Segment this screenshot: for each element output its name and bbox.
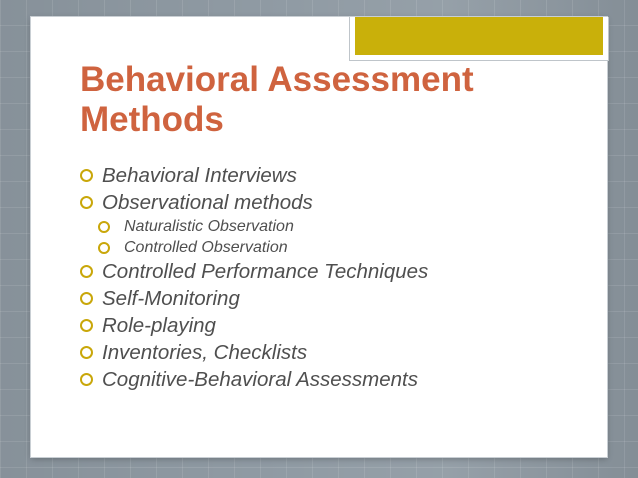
bullet-icon xyxy=(80,265,93,278)
sub-bullet-item xyxy=(80,237,428,258)
sub-bullet-item xyxy=(80,216,428,237)
bullet-icon xyxy=(80,319,93,332)
bullet-item xyxy=(80,339,428,366)
bullet-item xyxy=(80,285,428,312)
bullet-item xyxy=(80,162,428,189)
bullet-text: Cognitive-Behavioral Assessments xyxy=(102,367,418,391)
sub-bullet-text: Controlled Observation xyxy=(124,238,288,256)
bullet-item xyxy=(80,312,428,339)
bullet-text: Role-playing xyxy=(102,313,216,337)
slide-title: Behavioral Assessment Methods xyxy=(80,60,474,139)
bullet-item xyxy=(80,258,428,285)
bullet-text: Controlled Performance Techniques xyxy=(102,259,429,283)
bullet-text: Self-Monitoring xyxy=(102,286,240,310)
bullet-icon xyxy=(80,373,93,386)
bullet-icon xyxy=(80,292,93,305)
bullet-list xyxy=(80,162,428,393)
bullet-icon xyxy=(80,169,93,182)
bullet-icon xyxy=(80,196,93,209)
bullet-text: Behavioral Interviews xyxy=(102,163,297,187)
sub-bullet-icon xyxy=(98,221,110,233)
bullet-item xyxy=(80,366,428,393)
accent-tab xyxy=(349,17,609,61)
bullet-text: Observational methods xyxy=(102,190,313,214)
bullet-icon xyxy=(80,346,93,359)
bullet-item xyxy=(80,189,428,216)
sub-bullet-icon xyxy=(98,242,110,254)
sub-bullet-text: Naturalistic Observation xyxy=(124,217,294,235)
accent-bar xyxy=(355,17,603,55)
bullet-text: Inventories, Checklists xyxy=(102,340,308,364)
